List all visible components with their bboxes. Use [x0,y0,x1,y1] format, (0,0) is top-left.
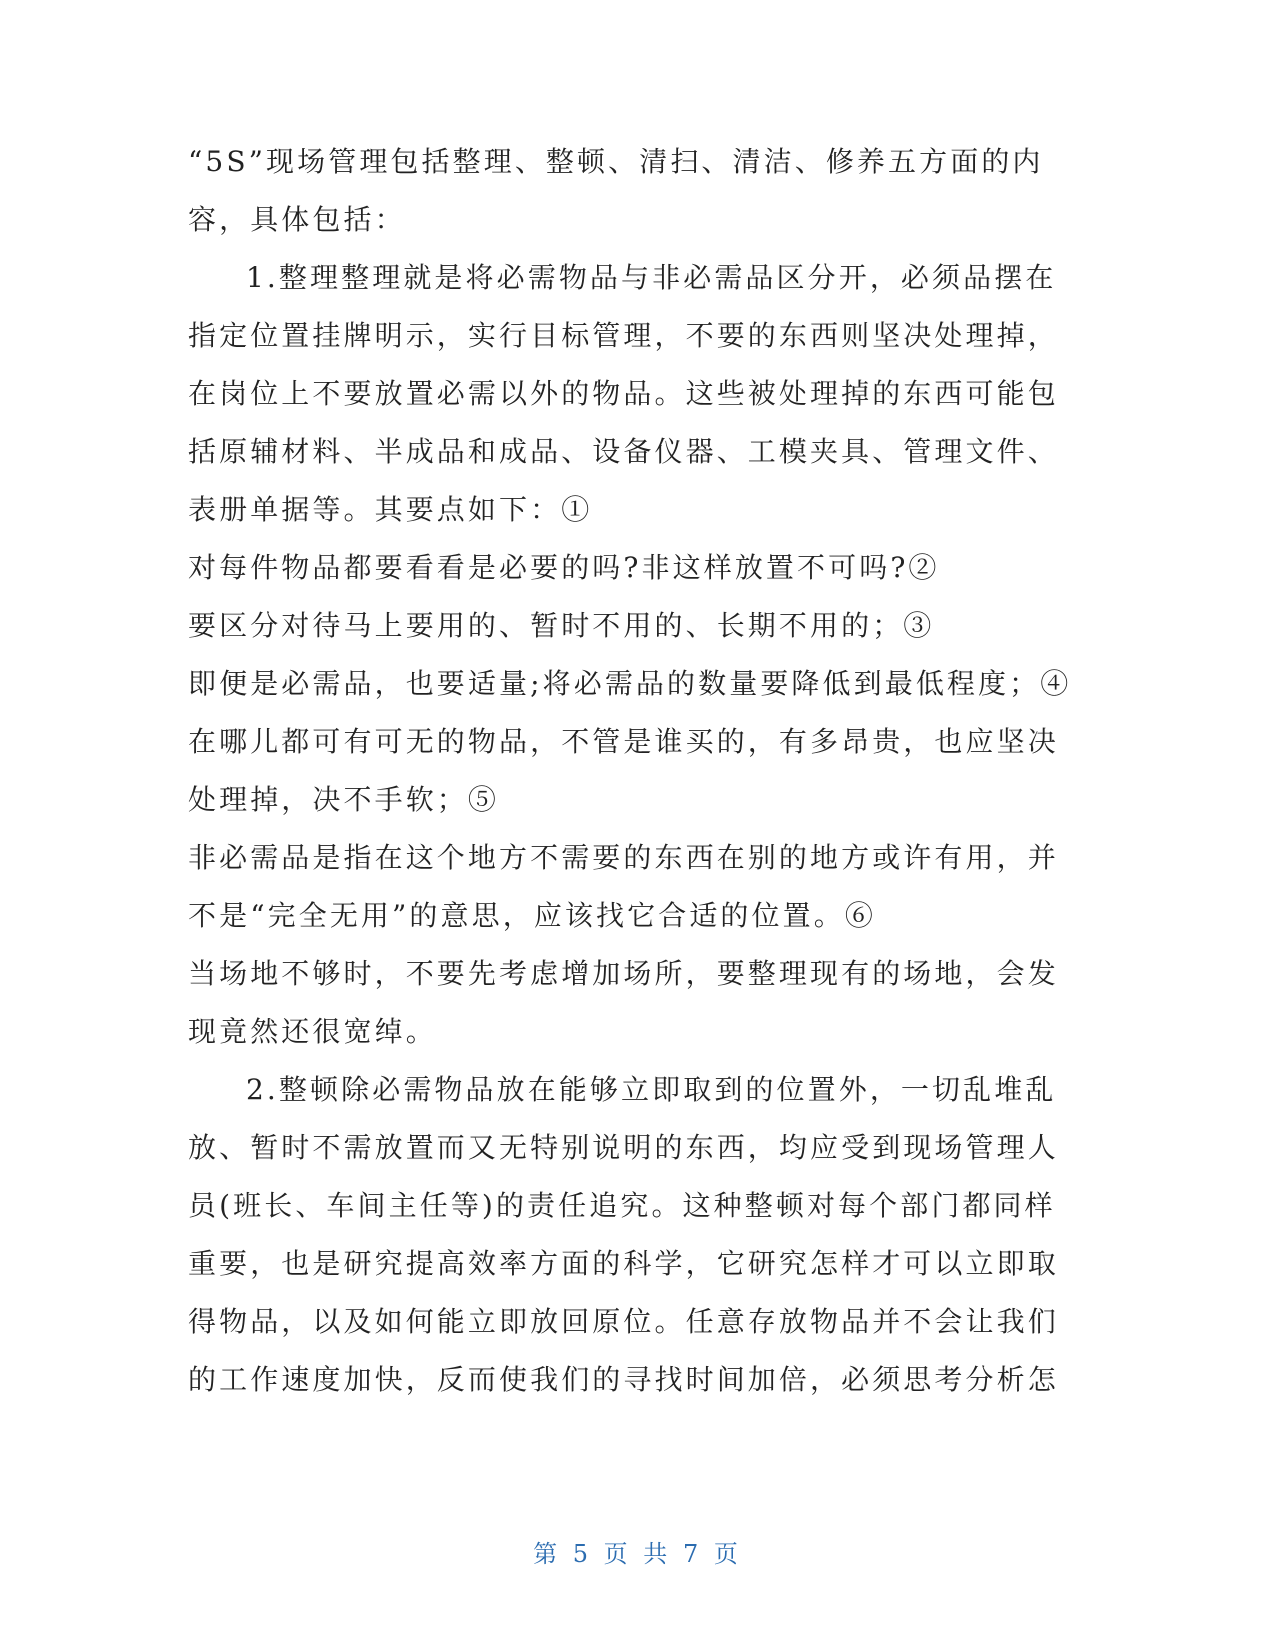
paragraph-line: 员(班长、车间主任等)的责任追究。这种整顿对每个部门都同样 [188,1189,1056,1222]
paragraph-line: 重要，也是研究提高效率方面的科学，它研究怎样才可以立即取 [188,1247,1059,1280]
paragraph-line: 得物品，以及如何能立即放回原位。任意存放物品并不会让我们 [188,1305,1059,1338]
paragraph-line: 1.整理整理就是将必需物品与非必需品区分开，必须品摆在 [246,261,1057,294]
paragraph-line: 要区分对待马上要用的、暂时不用的、长期不用的；③ [188,609,935,642]
paragraph-line: 指定位置挂牌明示，实行目标管理，不要的东西则坚决处理掉， [188,319,1059,352]
paragraph-line: “5S”现场管理包括整理、整顿、清扫、清洁、修养五方面的内 [188,145,1044,178]
paragraph-line: 处理掉，决不手软；⑤ [188,783,500,816]
paragraph-line: 2.整顿除必需物品放在能够立即取到的位置外，一切乱堆乱 [246,1073,1057,1106]
paragraph-line: 容，具体包括： [188,203,406,236]
paragraph-line: 不是“完全无用”的意思，应该找它合适的位置。⑥ [188,899,876,932]
paragraph-line: 放、暂时不需放置而又无特别说明的东西，均应受到现场管理人 [188,1131,1059,1164]
paragraph-line: 非必需品是指在这个地方不需要的东西在别的地方或许有用，并 [188,841,1059,874]
paragraph-line: 现竟然还很宽绰。 [188,1015,437,1048]
paragraph-line: 括原辅材料、半成品和成品、设备仪器、工模夹具、管理文件、 [188,435,1059,468]
paragraph-line: 当场地不够时，不要先考虑增加场所，要整理现有的场地，会发 [188,957,1059,990]
paragraph-line: 在岗位上不要放置必需以外的物品。这些被处理掉的东西可能包 [188,377,1059,410]
paragraph-line: 的工作速度加快，反而使我们的寻找时间加倍，必须思考分析怎 [188,1363,1059,1396]
page-number-footer: 第 5 页 共 7 页 [533,1540,742,1568]
paragraph-line: 在哪儿都可有可无的物品，不管是谁买的，有多昂贵，也应坚决 [188,725,1059,758]
paragraph-line: 即便是必需品，也要适量;将必需品的数量要降低到最低程度；④ [188,667,1072,700]
paragraph-line: 对每件物品都要看看是必要的吗?非这样放置不可吗?② [188,551,940,584]
paragraph-line: 表册单据等。其要点如下：① [188,493,593,526]
